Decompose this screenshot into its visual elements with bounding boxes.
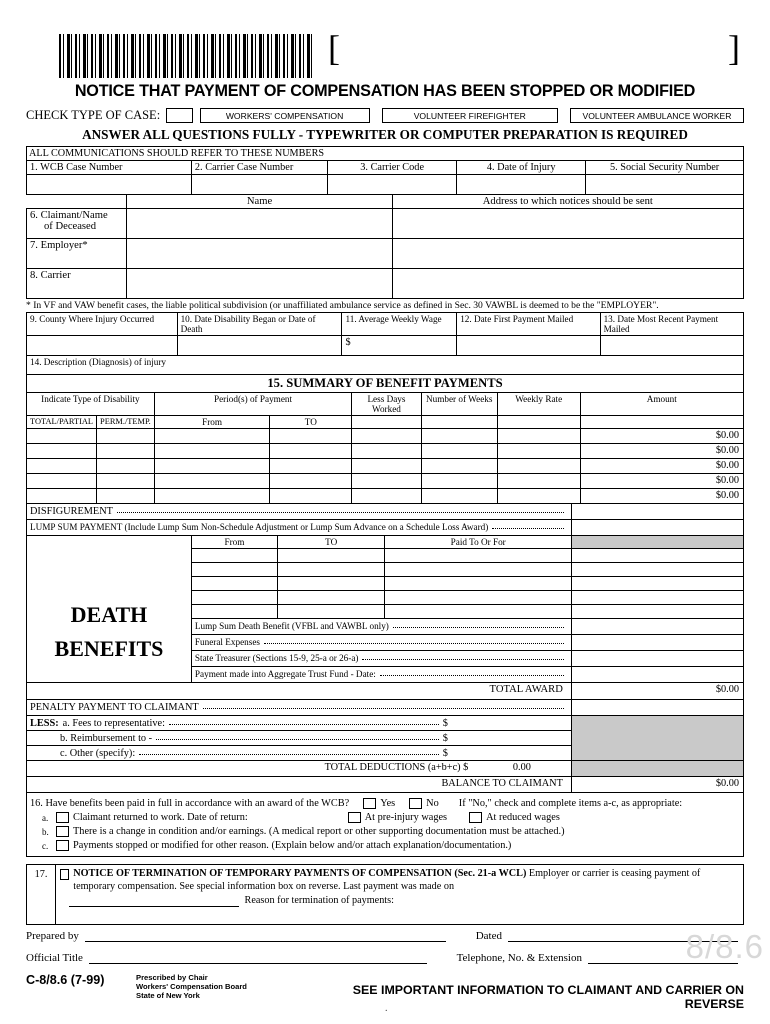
table-row bbox=[27, 161, 744, 175]
col-avg-weekly-wage: 11. Average Weekly Wage bbox=[342, 313, 457, 336]
label-disfigurement: DISFIGUREMENT bbox=[30, 505, 113, 517]
field-wcb-case-number[interactable] bbox=[27, 175, 192, 195]
row-total-deductions bbox=[27, 761, 572, 777]
dot-leader bbox=[264, 636, 564, 644]
value-total-award: $0.00 bbox=[571, 683, 743, 700]
table-row bbox=[27, 793, 744, 857]
death-line-1: DEATH bbox=[70, 601, 148, 627]
table-row bbox=[27, 195, 744, 209]
field-claimant-address[interactable] bbox=[392, 209, 743, 239]
cell-death-to[interactable] bbox=[277, 605, 385, 619]
question17-index: 17. bbox=[27, 865, 56, 925]
label-no: No bbox=[426, 798, 439, 809]
communications-note: ALL COMMUNICATIONS SHOULD REFER TO THESE NUMBERS bbox=[27, 147, 744, 161]
field-employer-address[interactable] bbox=[392, 239, 743, 269]
field-state-treasurer-amount[interactable] bbox=[571, 651, 743, 667]
dot-leader bbox=[169, 717, 439, 725]
head-indicate-disability: Indicate Type of Disability bbox=[27, 393, 155, 416]
prepared-by-row bbox=[26, 929, 744, 942]
table-row bbox=[27, 536, 744, 549]
label-pre-injury-wages: At pre-injury wages bbox=[364, 812, 448, 823]
label-state-treasurer: State Treasurer (Sections 15-9, 25-a or 26-a) bbox=[194, 653, 359, 663]
cell-perm-temp[interactable] bbox=[97, 429, 155, 444]
label-total-award: TOTAL AWARD bbox=[27, 683, 572, 700]
death-benefits-table bbox=[26, 535, 744, 700]
field-disfigurement-amount[interactable] bbox=[571, 504, 743, 520]
field-avg-weekly-wage[interactable]: $ bbox=[342, 336, 457, 356]
claimant-label-line1: 6. Claimant/Name bbox=[30, 210, 108, 221]
checkbox-reduced-wages[interactable] bbox=[469, 812, 482, 823]
field-funeral-expenses-amount[interactable] bbox=[571, 635, 743, 651]
instruction-subtitle: ANSWER ALL QUESTIONS FULLY - TYPEWRITER OR COMPUTER PREPARATION IS REQUIRED bbox=[82, 127, 688, 142]
dot-leader bbox=[393, 620, 564, 628]
col-address: Address to which notices should be sent bbox=[392, 195, 743, 209]
cell-total-partial[interactable] bbox=[27, 474, 97, 489]
head-periods-of-payment: Period(s) of Payment bbox=[154, 393, 351, 416]
table-row bbox=[27, 147, 744, 161]
claimant-label-line2: of Deceased bbox=[44, 221, 97, 232]
cell-amount[interactable]: $0.00 bbox=[580, 489, 743, 504]
question16-cell bbox=[27, 793, 744, 857]
label-description-injury: 14. Description (Diagnosis) of injury bbox=[27, 356, 744, 375]
field-prepared-by[interactable] bbox=[85, 929, 446, 942]
row-label-carrier: 8. Carrier bbox=[27, 269, 127, 299]
field-carrier-address[interactable] bbox=[392, 269, 743, 299]
cell-death-amount[interactable] bbox=[571, 591, 743, 605]
col-carrier-case-number: 2. Carrier Case Number bbox=[191, 161, 327, 175]
head-less-days-worked: Less Days Worked bbox=[352, 393, 421, 416]
cell-to[interactable] bbox=[270, 444, 352, 459]
table-row[interactable] bbox=[27, 175, 744, 195]
question16-table bbox=[26, 792, 744, 857]
col-date-first-payment: 12. Date First Payment Mailed bbox=[457, 313, 600, 336]
table-row bbox=[27, 700, 744, 716]
question16-if-no: If "No," check and complete items a-c, as appropriate: bbox=[458, 798, 683, 809]
row-funeral-expenses bbox=[191, 635, 571, 651]
field-county[interactable] bbox=[27, 336, 178, 356]
checkbox-yes[interactable] bbox=[363, 798, 376, 809]
field-carrier-code[interactable] bbox=[328, 175, 457, 195]
death-amount-grey bbox=[571, 536, 743, 549]
label-total-deductions: TOTAL DEDUCTIONS (a+b+c) $ bbox=[324, 762, 469, 773]
item-index-a: a. bbox=[42, 812, 49, 823]
question16-item-a bbox=[30, 812, 740, 823]
label-reduced-wages: At reduced wages bbox=[486, 812, 560, 823]
bottom-dot: . bbox=[385, 1003, 388, 1014]
cell-death-amount[interactable] bbox=[571, 605, 743, 619]
field-employer-name[interactable] bbox=[127, 239, 392, 269]
official-title-row bbox=[26, 951, 744, 964]
cell-death-from[interactable] bbox=[191, 591, 277, 605]
cell-death-to[interactable] bbox=[277, 563, 385, 577]
cell-total-partial[interactable] bbox=[27, 429, 97, 444]
checkbox-item-c[interactable] bbox=[56, 840, 69, 851]
question16-header bbox=[30, 798, 740, 809]
sub-total-partial: TOTAL/PARTIAL bbox=[27, 416, 97, 429]
dot-leader bbox=[362, 652, 563, 660]
injury-info-table bbox=[26, 312, 744, 375]
label-balance-to-claimant: BALANCE TO CLAIMANT bbox=[27, 777, 572, 793]
question17-text: Employer or carrier is ceasing payment of temporary compensation. See special information box on reverse. Last payment was made on bbox=[73, 868, 701, 892]
death-line-2: BENEFITS bbox=[54, 635, 164, 661]
col-date-disability: 10. Date Disability Began or Date of Death bbox=[177, 313, 342, 336]
label-lump-sum-death-benefit: Lump Sum Death Benefit (VFBL and VAWBL only) bbox=[194, 621, 389, 631]
value-total-deductions: 0.00 bbox=[512, 762, 531, 773]
table-row bbox=[27, 313, 744, 336]
row-label-claimant bbox=[27, 209, 127, 239]
field-reason-termination[interactable] bbox=[60, 907, 739, 921]
cell-amount[interactable]: $0.00 bbox=[580, 429, 743, 444]
label-official-title: Official Title bbox=[26, 952, 83, 965]
field-lump-sum-death-amount[interactable] bbox=[571, 619, 743, 635]
label-less-b: b. Reimbursement to - bbox=[60, 732, 153, 744]
cell-death-to[interactable] bbox=[277, 577, 385, 591]
cell-death-paid-to[interactable] bbox=[385, 591, 571, 605]
see-important-info: SEE IMPORTANT INFORMATION TO CLAIMANT AND CARRIER ON REVERSE bbox=[352, 983, 744, 1012]
cell-from[interactable] bbox=[154, 429, 270, 444]
cell-perm-temp[interactable] bbox=[97, 444, 155, 459]
field-date-of-injury[interactable] bbox=[457, 175, 586, 195]
table-row bbox=[27, 375, 744, 393]
field-penalty-amount[interactable] bbox=[571, 700, 743, 716]
field-date-recent-payment[interactable] bbox=[600, 336, 743, 356]
item-index-b: b. bbox=[42, 826, 49, 837]
table-row bbox=[27, 209, 744, 239]
item-index-c: c. bbox=[42, 840, 49, 851]
field-aggregate-trust-amount[interactable] bbox=[571, 667, 743, 683]
dot-leader bbox=[492, 521, 564, 529]
col-ssn: 5. Social Security Number bbox=[586, 161, 744, 175]
cell-perm-temp[interactable] bbox=[97, 474, 155, 489]
table-row bbox=[27, 716, 744, 731]
cell-death-paid-to[interactable] bbox=[385, 549, 571, 563]
cell-death-paid-to[interactable] bbox=[385, 563, 571, 577]
col-carrier-code: 3. Carrier Code bbox=[328, 161, 457, 175]
summary-title: 15. SUMMARY OF BENEFIT PAYMENTS bbox=[27, 375, 744, 393]
label-less: LESS: bbox=[30, 717, 59, 729]
row-less-fees bbox=[27, 716, 572, 731]
table-row bbox=[27, 416, 744, 429]
table-row bbox=[27, 520, 744, 536]
label-reason-termination: Reason for termination of payments: bbox=[244, 894, 394, 906]
question16-item-c bbox=[30, 840, 740, 851]
bracket-right: ] bbox=[728, 28, 740, 68]
row-lump-sum-death-benefit bbox=[191, 619, 571, 635]
bracket-left: [ bbox=[328, 28, 340, 68]
cell-death-to[interactable] bbox=[277, 591, 385, 605]
label-penalty-payment: PENALTY PAYMENT TO CLAIMANT bbox=[30, 701, 199, 713]
label-telephone: Telephone, No. & Extension bbox=[456, 952, 582, 965]
label-aggregate-trust-fund: Payment made into Aggregate Trust Fund - Date: bbox=[194, 669, 376, 679]
field-ssn[interactable] bbox=[586, 175, 744, 195]
dollar-a: $ bbox=[442, 717, 448, 729]
label-yes: Yes bbox=[380, 798, 396, 809]
field-date-first-payment[interactable] bbox=[457, 336, 600, 356]
question16-text: 16. Have benefits been paid in full in accordance with an award of the WCB? bbox=[30, 798, 350, 809]
cell-less-days[interactable] bbox=[352, 474, 421, 489]
checkbox-pre-injury-wages[interactable] bbox=[348, 812, 361, 823]
cell-death-paid-to[interactable] bbox=[385, 605, 571, 619]
case-type-workers-comp[interactable]: WORKERS' COMPENSATION bbox=[200, 108, 370, 123]
field-date-disability[interactable] bbox=[177, 336, 342, 356]
label-prepared-by: Prepared by bbox=[26, 930, 79, 943]
case-numbers-table bbox=[26, 146, 744, 195]
cell-amount[interactable]: $0.00 bbox=[580, 444, 743, 459]
dot-leader bbox=[380, 668, 564, 676]
cell-weekly-rate[interactable] bbox=[497, 429, 580, 444]
table-row bbox=[27, 393, 744, 416]
cell-total-partial[interactable] bbox=[27, 444, 97, 459]
check-type-row bbox=[26, 105, 744, 123]
cell-weekly-rate[interactable] bbox=[497, 489, 580, 504]
dot-leader bbox=[156, 732, 439, 740]
barcode-row bbox=[26, 28, 744, 80]
deductions-grey-2 bbox=[571, 761, 743, 777]
value-balance-to-claimant: $0.00 bbox=[571, 777, 743, 793]
cell-weekly-rate[interactable] bbox=[497, 474, 580, 489]
field-official-title[interactable] bbox=[89, 951, 427, 964]
cell-weeks[interactable] bbox=[421, 474, 497, 489]
sub-from: From bbox=[154, 416, 270, 429]
table-row[interactable] bbox=[27, 489, 744, 504]
sub-blank-amount bbox=[580, 416, 743, 429]
case-type-volunteer-ambulance[interactable]: VOLUNTEER AMBULANCE WORKER bbox=[570, 108, 744, 123]
item-text-b: There is a change in condition and/or earnings. (A medical report or other supporting documentation must be attached.) bbox=[73, 826, 565, 837]
dot-leader bbox=[117, 505, 564, 513]
row-state-treasurer bbox=[191, 651, 571, 667]
disfigurement-table bbox=[26, 503, 744, 536]
prescribed-line-3: State of New York bbox=[136, 991, 200, 1001]
footer bbox=[26, 929, 744, 1011]
checkbox-no[interactable] bbox=[409, 798, 422, 809]
summary-table bbox=[26, 374, 744, 504]
table-row[interactable] bbox=[27, 474, 744, 489]
question17-line2 bbox=[60, 894, 739, 907]
prescribed-by bbox=[136, 973, 316, 1000]
table-row bbox=[27, 504, 744, 520]
prescribed-line-1: Prescribed by Chair bbox=[136, 973, 208, 983]
barcode-icon bbox=[59, 34, 314, 78]
case-type-volunteer-firefighter[interactable]: VOLUNTEER FIREFIGHTER bbox=[382, 108, 558, 123]
cell-to[interactable] bbox=[270, 489, 352, 504]
watermark: 8/8.6 bbox=[685, 928, 764, 965]
cell-weeks[interactable] bbox=[421, 459, 497, 474]
cell-less-days[interactable] bbox=[352, 459, 421, 474]
question17-cell bbox=[56, 865, 744, 925]
checkbox-termination-notice[interactable] bbox=[60, 869, 69, 880]
cell-death-from[interactable] bbox=[191, 563, 277, 577]
cell-death-amount[interactable] bbox=[571, 549, 743, 563]
row-label-employer: 7. Employer* bbox=[27, 239, 127, 269]
table-row[interactable] bbox=[27, 444, 744, 459]
table-row bbox=[27, 336, 744, 356]
label-lump-sum-payment: LUMP SUM PAYMENT (Include Lump Sum Non-Schedule Adjustment or Lump Sum Advance on a Schedule Loss Award) bbox=[30, 522, 489, 532]
checkbox-item-a[interactable] bbox=[56, 812, 69, 823]
cell-from[interactable] bbox=[154, 474, 270, 489]
field-carrier-name[interactable] bbox=[127, 269, 392, 299]
cell-weeks[interactable] bbox=[421, 429, 497, 444]
cell-total-partial[interactable] bbox=[27, 489, 97, 504]
cell-amount[interactable]: $0.00 bbox=[580, 474, 743, 489]
table-row bbox=[27, 683, 744, 700]
question17-bold: NOTICE OF TERMINATION OF TEMPORARY PAYMENTS OF COMPENSATION (Sec. 21-a WCL) bbox=[73, 868, 527, 879]
cell-to[interactable] bbox=[270, 459, 352, 474]
field-carrier-case-number[interactable] bbox=[191, 175, 327, 195]
question16-item-b bbox=[30, 826, 740, 837]
table-row bbox=[27, 269, 744, 299]
col-wcb-case-number: 1. WCB Case Number bbox=[27, 161, 192, 175]
label-less-a: a. Fees to representative: bbox=[62, 717, 165, 729]
dollar-b: $ bbox=[442, 732, 448, 744]
cell-death-from[interactable] bbox=[191, 605, 277, 619]
item-text-a: Claimant returned to work. Date of return: bbox=[73, 812, 248, 823]
deductions-grey bbox=[571, 716, 743, 761]
form-content bbox=[26, 28, 744, 1011]
field-lump-sum-amount[interactable] bbox=[571, 520, 743, 536]
label-funeral-expenses: Funeral Expenses bbox=[194, 637, 260, 647]
check-type-label: CHECK TYPE OF CASE: bbox=[26, 108, 161, 122]
table-row bbox=[27, 239, 744, 269]
employer-footnote: * In VF and VAW benefit cases, the liable political subdivision (or unaffiliated ambulance service as defined in Sec. 30 VAWBL is deemed to be the "EMPLOYER". bbox=[26, 300, 659, 311]
deductions-table bbox=[26, 699, 744, 793]
question17-line1 bbox=[60, 868, 739, 893]
parties-table bbox=[26, 194, 744, 299]
sub-perm-temp: PERM./TEMP. bbox=[97, 416, 155, 429]
label-dated: Dated bbox=[475, 930, 502, 943]
cell-perm-temp[interactable] bbox=[97, 459, 155, 474]
row-penalty-payment bbox=[27, 700, 572, 716]
head-death-to: TO bbox=[277, 536, 385, 549]
cell-weekly-rate[interactable] bbox=[497, 444, 580, 459]
head-number-of-weeks: Number of Weeks bbox=[421, 393, 497, 416]
cell-death-amount[interactable] bbox=[571, 563, 743, 577]
cell-total-partial[interactable] bbox=[27, 459, 97, 474]
cell-death-from[interactable] bbox=[191, 577, 277, 591]
cell-death-amount[interactable] bbox=[571, 577, 743, 591]
row-reimbursement bbox=[27, 731, 572, 746]
cell-perm-temp[interactable] bbox=[97, 489, 155, 504]
table-row bbox=[27, 356, 744, 375]
cell-less-days[interactable] bbox=[352, 429, 421, 444]
table-row bbox=[27, 865, 744, 925]
cell-less-days[interactable] bbox=[352, 489, 421, 504]
question17-table bbox=[26, 864, 744, 925]
row-aggregate-trust-fund bbox=[191, 667, 571, 683]
cell-from[interactable] bbox=[154, 489, 270, 504]
cell-from[interactable] bbox=[154, 444, 270, 459]
dot-leader bbox=[203, 701, 564, 709]
death-benefits-label bbox=[27, 536, 192, 683]
cell-amount[interactable]: $0.00 bbox=[580, 459, 743, 474]
parties-corner bbox=[27, 195, 127, 209]
cell-less-days[interactable] bbox=[352, 444, 421, 459]
sub-blank-days bbox=[352, 416, 421, 429]
checkbox-item-b[interactable] bbox=[56, 826, 69, 837]
cell-death-paid-to[interactable] bbox=[385, 577, 571, 591]
item-text-c: Payments stopped or modified for other reason. (Explain below and/or attach explanation/documentation.) bbox=[73, 840, 512, 851]
cell-from[interactable] bbox=[154, 459, 270, 474]
cell-weeks[interactable] bbox=[421, 489, 497, 504]
cell-to[interactable] bbox=[270, 429, 352, 444]
head-amount: Amount bbox=[580, 393, 743, 416]
cell-weeks[interactable] bbox=[421, 444, 497, 459]
table-row[interactable] bbox=[27, 429, 744, 444]
col-date-recent-payment: 13. Date Most Recent Payment Mailed bbox=[600, 313, 743, 336]
cell-weekly-rate[interactable] bbox=[497, 459, 580, 474]
page-title: NOTICE THAT PAYMENT OF COMPENSATION HAS BEEN STOPPED OR MODIFIED bbox=[74, 82, 696, 100]
prescribed-line-2: Workers' Compensation Board bbox=[136, 982, 247, 992]
label-less-c: c. Other (specify): bbox=[60, 747, 136, 759]
head-death-paid-to: Paid To Or For bbox=[385, 536, 571, 549]
table-row bbox=[27, 777, 744, 793]
row-other bbox=[27, 746, 572, 761]
sub-blank-weeks bbox=[421, 416, 497, 429]
case-type-blank-box[interactable] bbox=[166, 108, 192, 123]
sub-blank-rate bbox=[497, 416, 580, 429]
col-county: 9. County Where Injury Occurred bbox=[27, 313, 178, 336]
field-claimant-name[interactable] bbox=[127, 209, 392, 239]
dollar-c: $ bbox=[442, 747, 448, 759]
cell-to[interactable] bbox=[270, 474, 352, 489]
cell-death-from[interactable] bbox=[191, 549, 277, 563]
col-name: Name bbox=[127, 195, 392, 209]
table-row[interactable] bbox=[27, 459, 744, 474]
head-weekly-rate: Weekly Rate bbox=[497, 393, 580, 416]
form-number: C-8/8.6 (7-99) bbox=[26, 973, 105, 988]
dot-leader bbox=[139, 747, 439, 755]
sub-to: TO bbox=[270, 416, 352, 429]
col-date-of-injury: 4. Date of Injury bbox=[457, 161, 586, 175]
cell-death-to[interactable] bbox=[277, 549, 385, 563]
field-last-payment-date[interactable] bbox=[69, 894, 239, 907]
table-row bbox=[27, 761, 744, 777]
head-death-from: From bbox=[191, 536, 277, 549]
